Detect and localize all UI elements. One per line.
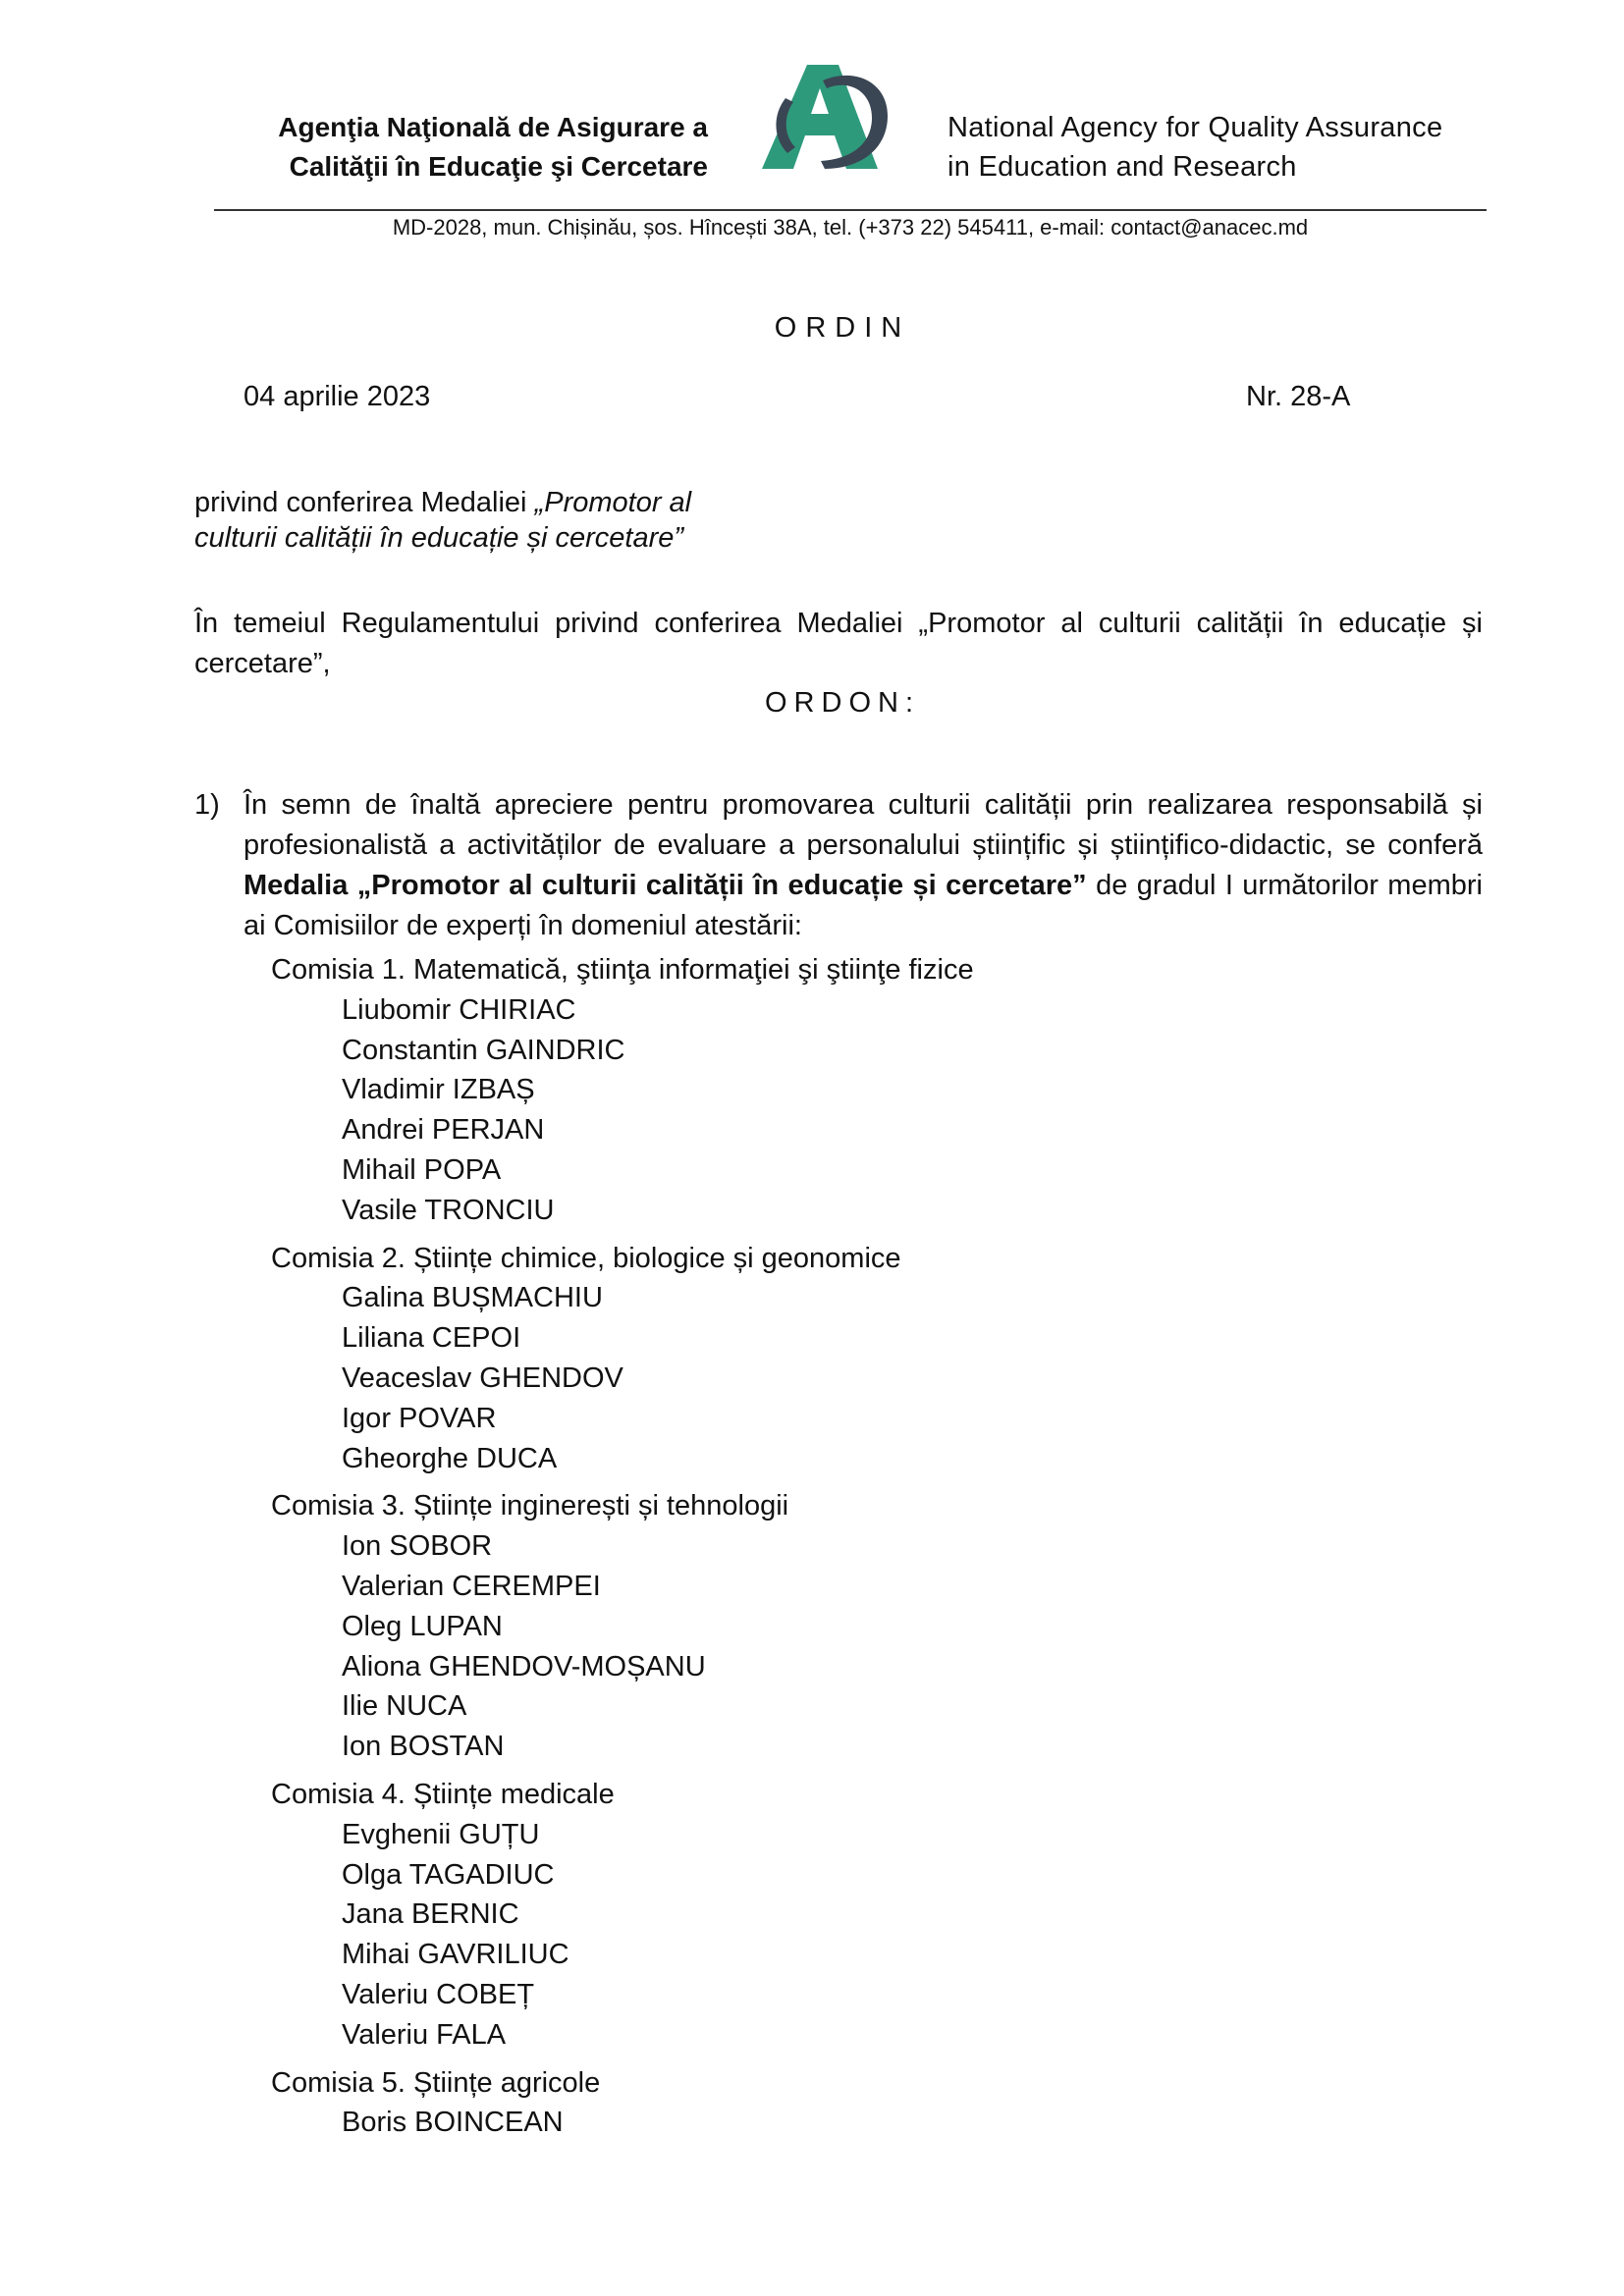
anacec-logo [762, 59, 895, 177]
item-text-after: de gradul I următorilor membri ai Comisiilor de experți în domeniul atestării: [244, 870, 1483, 941]
header-divider [214, 209, 1487, 211]
commission-member: Ilie NUCA [342, 1690, 467, 1723]
commission-member: Galina BUȘMACHIU [342, 1282, 603, 1314]
agency-name-english [947, 108, 1556, 187]
commission-4 [271, 1775, 974, 2056]
commission-member: Andrei PERJAN [342, 1114, 545, 1147]
commission-member: Liliana CEPOI [342, 1322, 521, 1355]
commission-member: Mihai GAVRILIUC [342, 1939, 569, 1971]
ordon-heading: ORDON: [765, 687, 920, 719]
commission-2 [271, 1239, 974, 1479]
commission-title: Comisia 5. Științe agricole [271, 2066, 601, 2099]
commission-member: Ion BOSTAN [342, 1731, 505, 1763]
commission-member: Liubomir CHIRIAC [342, 993, 576, 1026]
document-number: Nr. 28-A [1246, 381, 1351, 412]
agency-name-en-line1: National Agency for Quality Assurance [947, 112, 1443, 143]
commission-1 [271, 950, 974, 1231]
agency-name-ro-line2: Calităţii în Educaţie şi Cercetare [289, 151, 708, 182]
commission-member: Valeriu FALA [342, 2018, 507, 2051]
commission-member: Jana BERNIC [342, 1898, 519, 1931]
agency-address: MD-2028, mun. Chișinău, șos. Hîncești 38A, tel. (+373 22) 545411, e-mail: contact@anacec.md [392, 215, 1309, 240]
commission-member: Gheorghe DUCA [342, 1442, 558, 1474]
commission-member: Vladimir IZBAȘ [342, 1074, 535, 1106]
commission-member: Mihail POPA [342, 1153, 502, 1186]
commission-member: Oleg LUPAN [342, 1610, 503, 1642]
item-text-before: În semn de înaltă apreciere pentru promovarea culturii calității prin realizarea responsabilă și profesionalistă a activităților de evaluare a personalului științific și științifico-didactic, se conferă [244, 789, 1483, 861]
subject-italic-1: „Promotor al [534, 487, 692, 518]
subject-plain: privind conferirea Medaliei [194, 487, 535, 518]
commission-member: Olga TAGADIUC [342, 1858, 555, 1891]
commission-title: Comisia 3. Științe inginerești și tehnologii [271, 1490, 789, 1522]
commission-member: Veaceslav GHENDOV [342, 1362, 623, 1394]
commission-5 [271, 2063, 974, 2144]
subject-italic-2: culturii calității în educație și cercetare” [194, 522, 684, 554]
commission-title: Comisia 2. Științe chimice, biologice și geonomice [271, 1242, 901, 1274]
document-title: ORDIN [774, 312, 911, 344]
commission-member: Igor POVAR [342, 1402, 497, 1434]
commission-3 [271, 1486, 974, 1767]
agency-name-ro-line1: Agenţia Naţională de Asigurare a [278, 112, 708, 142]
commission-member: Evghenii GUȚU [342, 1818, 540, 1850]
commission-member: Vasile TRONCIU [342, 1194, 555, 1226]
commission-member: Aliona GHENDOV-MOȘANU [342, 1650, 706, 1682]
agency-name-romanian [197, 108, 708, 187]
commission-title: Comisia 1. Matematică, ştiinţa informaţiei şi ştiinţe fizice [271, 954, 974, 986]
commission-member: Valeriu COBEȚ [342, 1978, 535, 2010]
item-number: 1) [194, 789, 220, 821]
document-subject [194, 485, 691, 556]
commission-title: Comisia 4. Științe medicale [271, 1778, 615, 1810]
document-date: 04 aprilie 2023 [244, 381, 431, 412]
commission-member: Ion SOBOR [342, 1530, 493, 1563]
commission-member: Boris BOINCEAN [342, 2107, 564, 2139]
preamble: În temeiul Regulamentului privind conferirea Medaliei „Promotor al culturii calității în educație și cercetare”, [194, 608, 1483, 679]
commission-member: Constantin GAINDRIC [342, 1034, 625, 1066]
commission-member: Valerian CEREMPEI [342, 1570, 601, 1602]
item-text [244, 785, 1483, 946]
commissions-list [271, 950, 974, 2143]
item-text-bold: Medalia „Promotor al culturii calității în educație și cercetare” [244, 870, 1087, 901]
agency-name-en-line2: in Education and Research [947, 151, 1297, 183]
